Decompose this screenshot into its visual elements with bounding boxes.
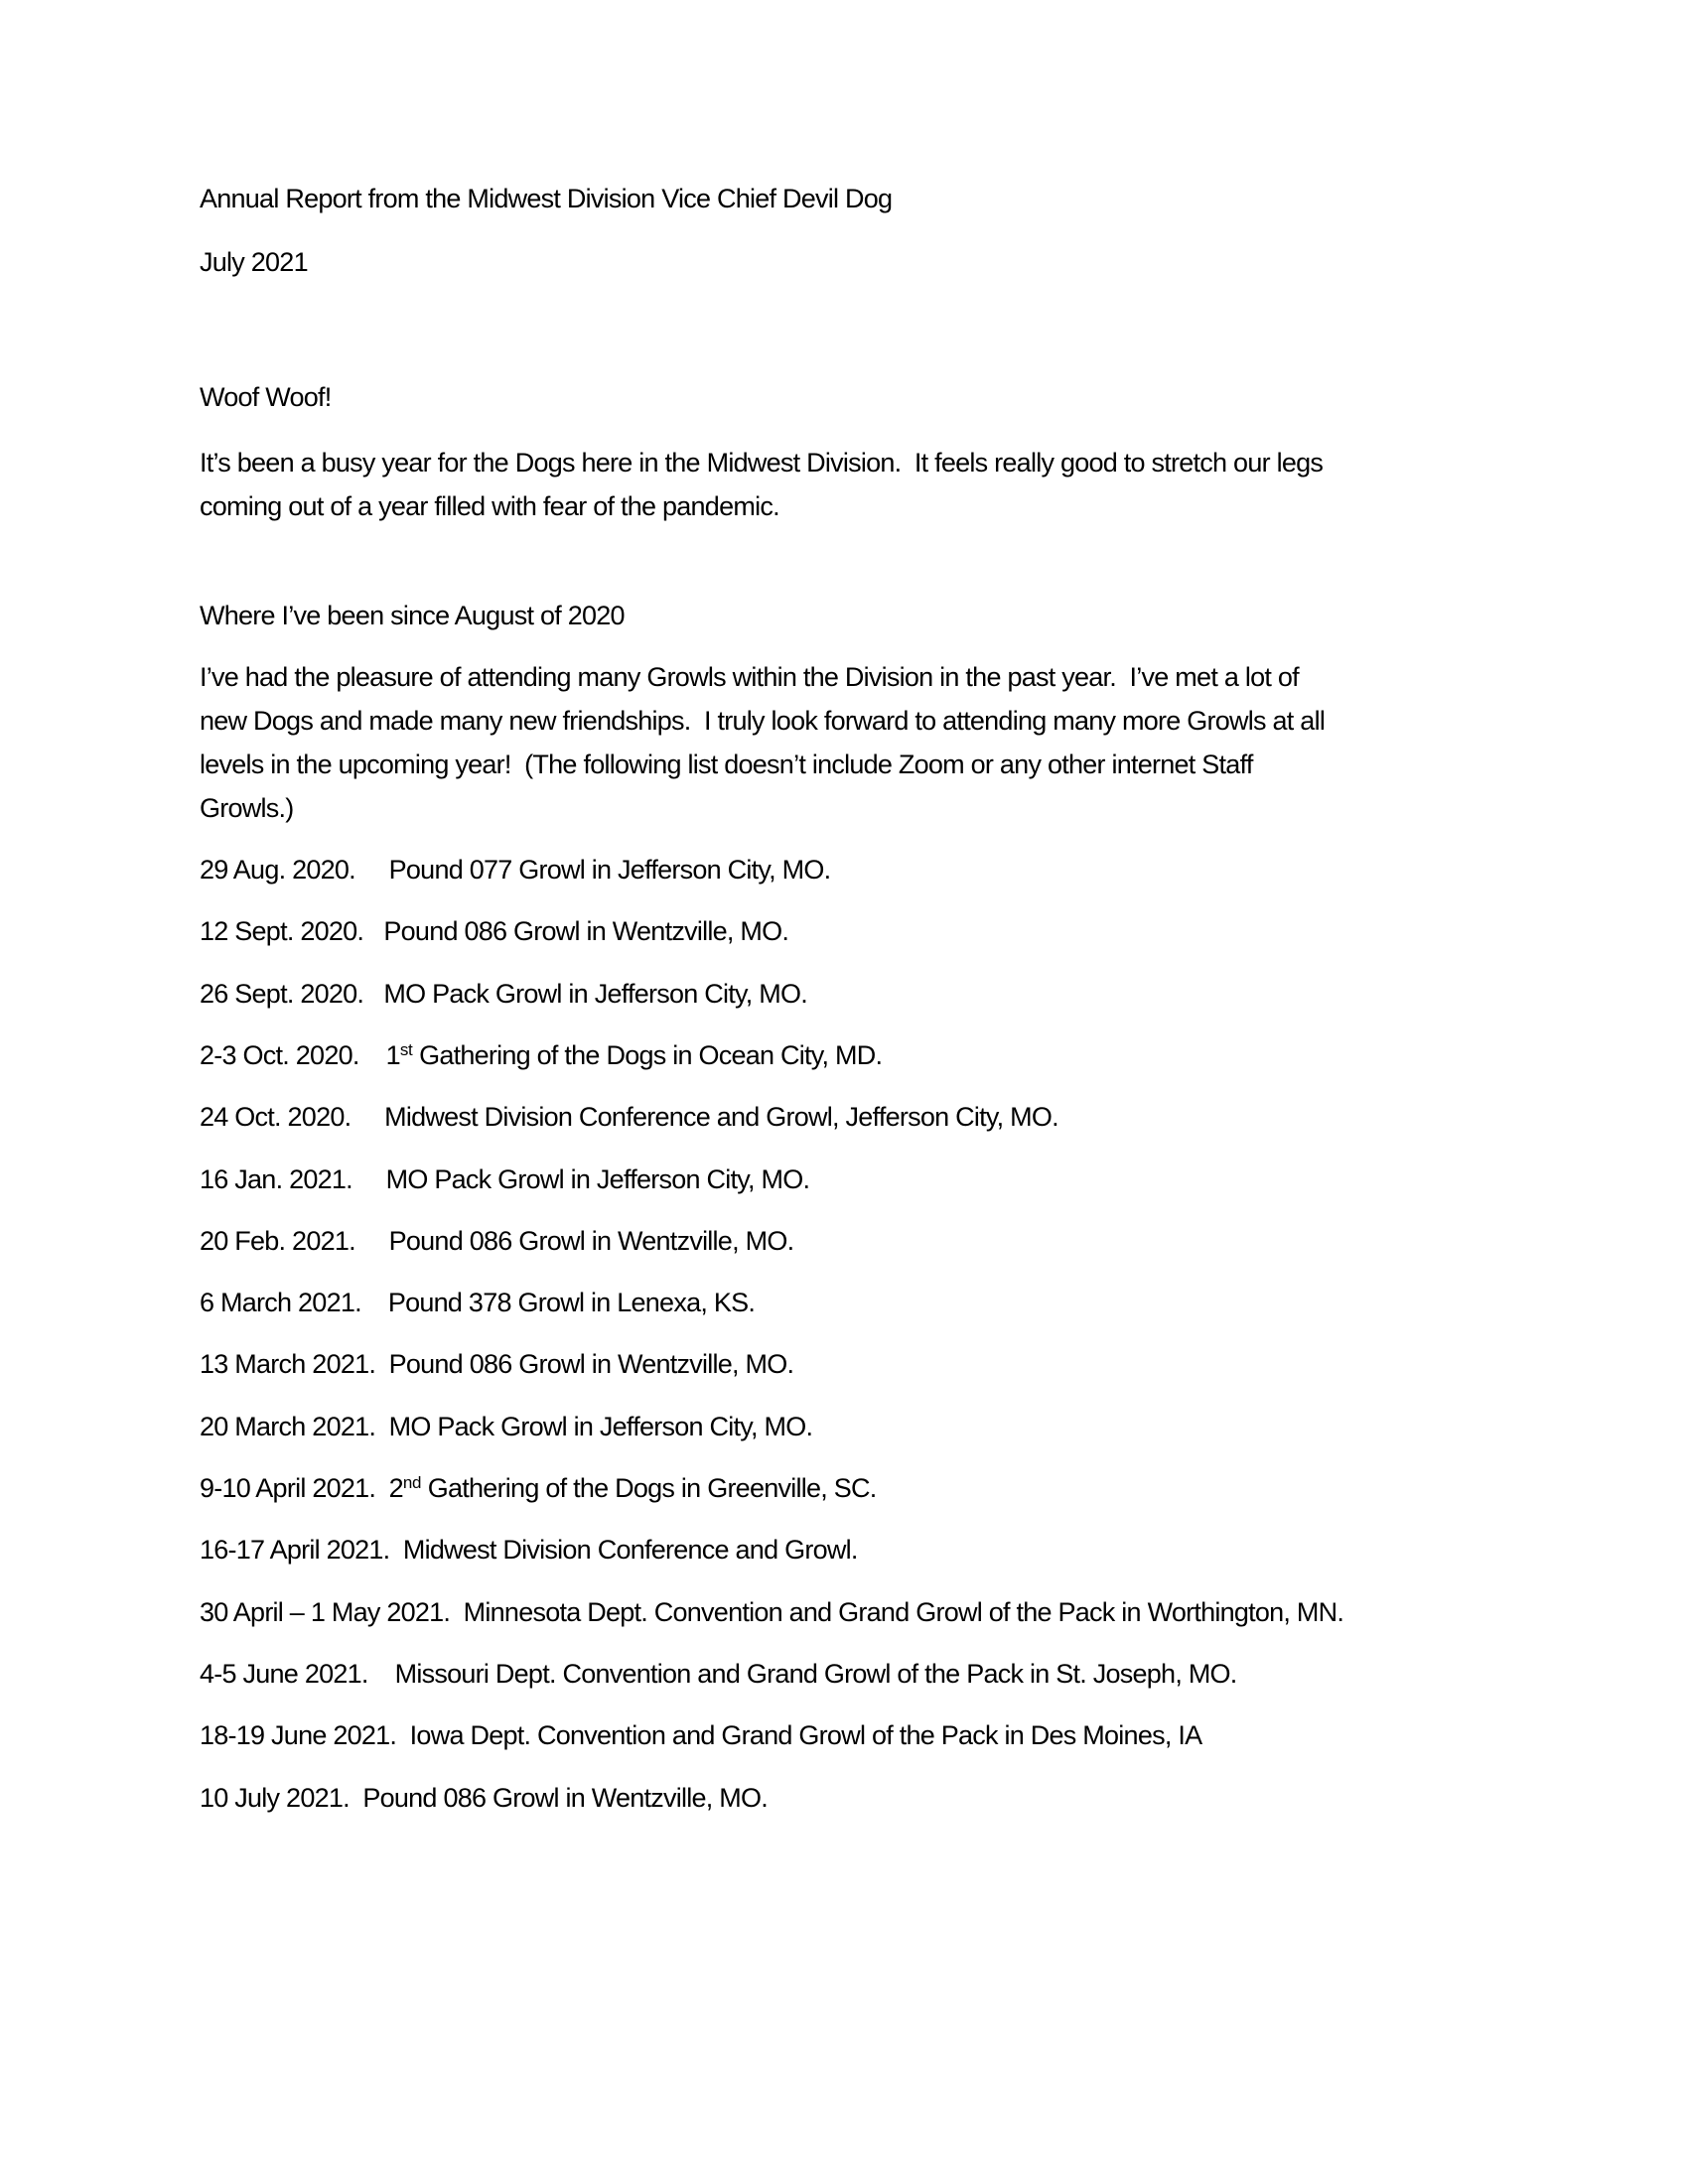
body-paragraph-line: new Dogs and made many new friendships. I truly look forward to attending many more Growls at all: [200, 706, 1326, 736]
event-text: 13 March 2021. Pound 086 Growl in Wentzville, MO.: [200, 1349, 794, 1379]
document-title: Annual Report from the Midwest Division Vice Chief Devil Dog: [200, 184, 893, 213]
event-line: [200, 1722, 1201, 1752]
body-paragraph-line: Growls.): [200, 793, 294, 823]
event-text: 4-5 June 2021. Missouri Dept. Convention and Grand Growl of the Pack in St. Joseph, MO.: [200, 1659, 1237, 1689]
intro-paragraph-line: It’s been a busy year for the Dogs here in the Midwest Division. It feels really good to stretch our legs: [200, 448, 1324, 478]
greeting: Woof Woof!: [200, 382, 332, 412]
body-paragraph-line: I’ve had the pleasure of attending many Growls within the Division in the past year. I’ve met a lot of: [200, 662, 1299, 692]
event-line: [200, 1475, 877, 1505]
event-line: [200, 857, 830, 887]
event-text: Gathering of the Dogs in Greenville, SC.: [421, 1473, 877, 1503]
event-text: Gathering of the Dogs in Ocean City, MD.: [412, 1040, 883, 1070]
event-text: 29 Aug. 2020. Pound 077 Growl in Jefferson City, MO.: [200, 855, 831, 885]
event-text: 30 April – 1 May 2021. Minnesota Dept. Convention and Grand Growl of the Pack in Worthington, MN.: [200, 1597, 1344, 1627]
event-line: [200, 1042, 882, 1072]
event-text: 16 Jan. 2021. MO Pack Growl in Jefferson City, MO.: [200, 1164, 810, 1194]
event-line: [200, 1414, 812, 1443]
event-ordinal-suffix: nd: [402, 1473, 422, 1492]
event-text: 18-19 June 2021. Iowa Dept. Convention and Grand Growl of the Pack in Des Moines, IA: [200, 1720, 1202, 1750]
event-text: 9-10 April 2021. 2: [200, 1473, 403, 1503]
event-text: 20 March 2021. MO Pack Growl in Jefferson City, MO.: [200, 1412, 813, 1441]
event-line: [200, 1785, 768, 1815]
event-line: [200, 1537, 858, 1567]
event-line: [200, 1104, 1058, 1134]
event-ordinal-suffix: st: [399, 1040, 413, 1059]
body-paragraph-line: levels in the upcoming year! (The following list doesn’t include Zoom or any other internet Staff: [200, 750, 1253, 779]
event-line: [200, 1599, 1343, 1629]
event-line: [200, 1661, 1237, 1691]
event-text: 24 Oct. 2020. Midwest Division Conference and Growl, Jefferson City, MO.: [200, 1102, 1058, 1132]
event-line: [200, 1290, 755, 1319]
event-line: [200, 1228, 793, 1258]
section-heading: Where I’ve been since August of 2020: [200, 601, 625, 630]
event-line: [200, 1351, 793, 1381]
event-text: 2-3 Oct. 2020. 1: [200, 1040, 400, 1070]
event-text: 10 July 2021. Pound 086 Growl in Wentzville, MO.: [200, 1783, 769, 1813]
event-text: 12 Sept. 2020. Pound 086 Growl in Wentzville, MO.: [200, 916, 789, 946]
event-line: [200, 1166, 809, 1196]
event-line: [200, 918, 788, 948]
document-date: July 2021: [200, 247, 308, 277]
event-line: [200, 981, 807, 1011]
event-text: 20 Feb. 2021. Pound 086 Growl in Wentzville, MO.: [200, 1226, 794, 1256]
event-text: 16-17 April 2021. Midwest Division Conference and Growl.: [200, 1535, 858, 1565]
intro-paragraph-line: coming out of a year filled with fear of the pandemic.: [200, 491, 779, 521]
event-text: 26 Sept. 2020. MO Pack Growl in Jefferson City, MO.: [200, 979, 808, 1009]
event-text: 6 March 2021. Pound 378 Growl in Lenexa, KS.: [200, 1288, 756, 1317]
